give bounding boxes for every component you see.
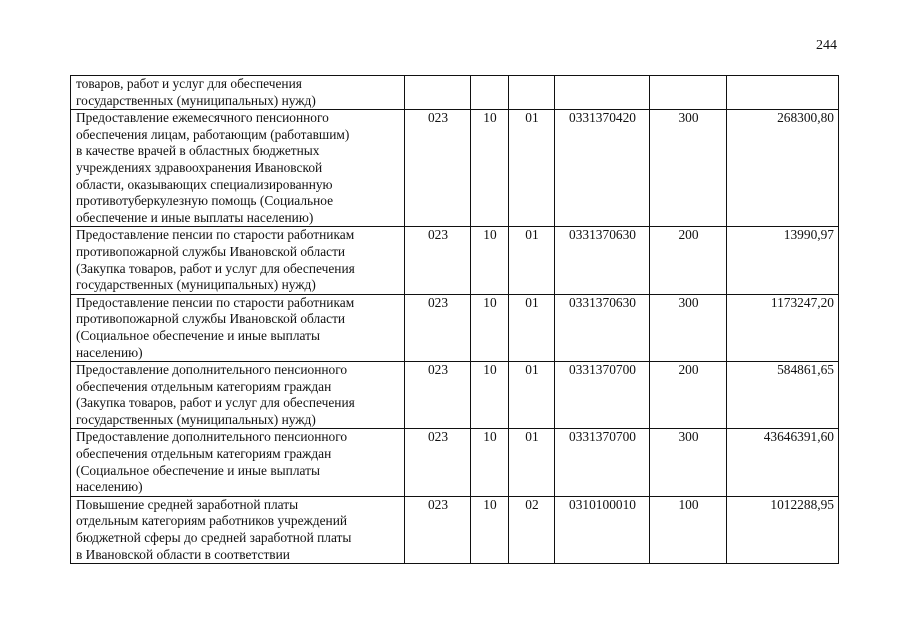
description-line: государственных (муниципальных) нужд) xyxy=(76,92,316,108)
table-row xyxy=(71,227,839,294)
target-article-cell xyxy=(555,76,650,110)
expense-type-cell xyxy=(650,76,727,110)
subsection-code-cell xyxy=(509,76,555,110)
description-line: обеспечения лицам, работающим (работавшим) xyxy=(76,126,350,142)
description-line: в Ивановской области в соответствии xyxy=(76,546,290,562)
expense-type-cell: 200 xyxy=(650,362,727,429)
section-code-cell: 10 xyxy=(471,227,509,294)
target-article-cell: 0331370630 xyxy=(555,227,650,294)
description-cell xyxy=(71,362,405,429)
amount-cell: 584861,65 xyxy=(727,362,839,429)
table-row xyxy=(71,76,839,110)
ministry-code-cell: 023 xyxy=(405,294,471,361)
description-cell xyxy=(71,294,405,361)
subsection-code-cell: 01 xyxy=(509,110,555,227)
ministry-code-cell: 023 xyxy=(405,110,471,227)
description-line: обеспечения отдельным категориям граждан xyxy=(76,378,332,394)
subsection-code-cell: 01 xyxy=(509,429,555,496)
description-cell xyxy=(71,227,405,294)
description-line: в качестве врачей в областных бюджетных xyxy=(76,143,320,159)
subsection-code-cell: 01 xyxy=(509,294,555,361)
description-line: бюджетной сферы до средней заработной платы xyxy=(76,530,352,546)
description-cell xyxy=(71,110,405,227)
description-line: товаров, работ и услуг для обеспечения xyxy=(76,76,302,91)
section-code-cell: 10 xyxy=(471,496,509,563)
description-line: отдельным категориям работников учреждений xyxy=(76,513,348,529)
description-line: области, оказывающих специализированную xyxy=(76,176,333,192)
section-code-cell xyxy=(471,76,509,110)
description-line: Повышение средней заработной платы xyxy=(76,496,299,512)
description-cell xyxy=(71,76,405,110)
subsection-code-cell: 01 xyxy=(509,227,555,294)
description-line: противопожарной службы Ивановской области xyxy=(76,311,346,327)
section-code-cell: 10 xyxy=(471,294,509,361)
budget-table xyxy=(70,75,839,564)
description-line: учреждениях здравоохранения Ивановской xyxy=(76,159,323,175)
description-line: (Социальное обеспечение и иные выплаты xyxy=(76,327,320,343)
description-line: Предоставление дополнительного пенсионного xyxy=(76,429,348,445)
section-code-cell: 10 xyxy=(471,362,509,429)
expense-type-cell: 300 xyxy=(650,294,727,361)
subsection-code-cell: 02 xyxy=(509,496,555,563)
table-row xyxy=(71,110,839,227)
amount-cell: 1012288,95 xyxy=(727,496,839,563)
description-line: Предоставление пенсии по старости работникам xyxy=(76,294,355,310)
section-code-cell: 10 xyxy=(471,429,509,496)
ministry-code-cell: 023 xyxy=(405,496,471,563)
section-code-cell: 10 xyxy=(471,110,509,227)
description-line: (Закупка товаров, работ и услуг для обеспечения xyxy=(76,395,355,411)
amount-cell: 1173247,20 xyxy=(727,294,839,361)
ministry-code-cell: 023 xyxy=(405,362,471,429)
table-row xyxy=(71,362,839,429)
expense-type-cell: 200 xyxy=(650,227,727,294)
amount-cell: 43646391,60 xyxy=(727,429,839,496)
description-line: населению) xyxy=(76,344,143,360)
description-cell xyxy=(71,496,405,563)
description-line: Предоставление дополнительного пенсионного xyxy=(76,362,348,378)
table-row xyxy=(71,294,839,361)
description-line: обеспечение и иные выплаты населению) xyxy=(76,209,314,225)
description-cell xyxy=(71,429,405,496)
description-line: государственных (муниципальных) нужд) xyxy=(76,277,316,293)
page-number: 244 xyxy=(816,38,837,53)
target-article-cell: 0331370630 xyxy=(555,294,650,361)
description-line: противопожарной службы Ивановской области xyxy=(76,243,346,259)
amount-cell xyxy=(727,76,839,110)
expense-type-cell: 100 xyxy=(650,496,727,563)
expense-type-cell: 300 xyxy=(650,429,727,496)
target-article-cell: 0331370700 xyxy=(555,362,650,429)
description-line: государственных (муниципальных) нужд) xyxy=(76,411,316,427)
description-line: (Социальное обеспечение и иные выплаты xyxy=(76,462,320,478)
amount-cell: 268300,80 xyxy=(727,110,839,227)
ministry-code-cell xyxy=(405,76,471,110)
description-line: Предоставление ежемесячного пенсионного xyxy=(76,110,329,126)
table-row xyxy=(71,496,839,563)
ministry-code-cell: 023 xyxy=(405,429,471,496)
description-line: населению) xyxy=(76,479,143,495)
description-line: Предоставление пенсии по старости работникам xyxy=(76,227,355,243)
amount-cell: 13990,97 xyxy=(727,227,839,294)
ministry-code-cell: 023 xyxy=(405,227,471,294)
table-row xyxy=(71,429,839,496)
description-line: (Закупка товаров, работ и услуг для обеспечения xyxy=(76,260,355,276)
description-line: обеспечения отдельным категориям граждан xyxy=(76,446,332,462)
description-line: противотуберкулезную помощь (Социальное xyxy=(76,193,334,209)
subsection-code-cell: 01 xyxy=(509,362,555,429)
target-article-cell: 0331370700 xyxy=(555,429,650,496)
target-article-cell: 0310100010 xyxy=(555,496,650,563)
target-article-cell: 0331370420 xyxy=(555,110,650,227)
expense-type-cell: 300 xyxy=(650,110,727,227)
